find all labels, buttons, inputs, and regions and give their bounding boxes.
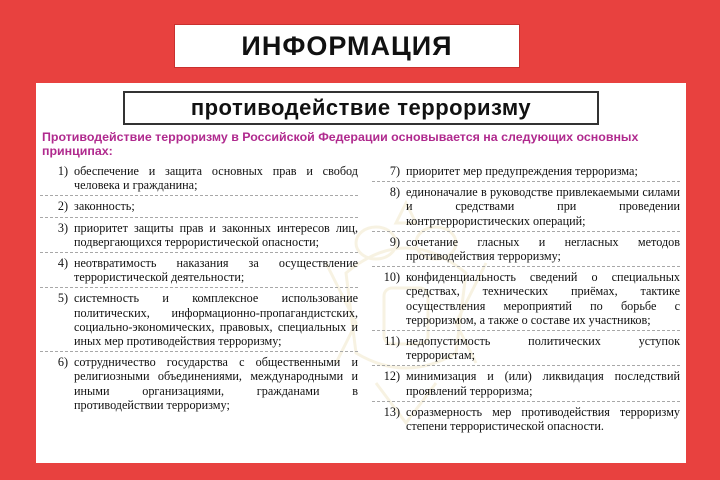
principle-number: 12) [383, 369, 400, 384]
principle-item [40, 290, 358, 352]
principle-item [40, 163, 358, 196]
intro-text: Противодействие терроризму в Российской Федерации основывается на следующих основных принципах: [42, 130, 639, 158]
principle-number: 2) [57, 199, 68, 214]
principle-item [40, 354, 358, 415]
principle-item [40, 255, 358, 288]
principle-text: соразмерность мер противодействия терроризму степени террористической опасности. [406, 404, 680, 434]
principle-text: сотрудничество государства с общественными и религиозными объединениями, международными и иными организациями, гражданами в противодействии терроризму; [74, 355, 358, 412]
principle-number: 8) [389, 185, 400, 200]
principle-text: недопустимость политических уступок террористам; [406, 334, 680, 363]
principle-item [372, 234, 680, 267]
header-banner [174, 24, 520, 68]
principle-text: минимизация и (или) ликвидация последствий проявлений терроризма; [406, 369, 680, 398]
principle-number: 5) [57, 291, 68, 306]
principle-item [372, 184, 680, 232]
principle-text: единоначалие в руководстве привлекаемыми силами и средствами при проведении контртеррористических операций; [406, 185, 680, 228]
principle-item [372, 163, 680, 182]
principle-item [372, 333, 680, 366]
principle-number: 6) [57, 355, 68, 370]
principles-right-column [372, 163, 680, 438]
info-panel [36, 83, 686, 463]
principle-item [40, 198, 358, 217]
principle-text: приоритет защиты прав и законных интересов лиц, подвергающихся террористической опасности; [74, 220, 358, 249]
principle-number: 7) [389, 164, 400, 178]
principle-text: системность и комплексное использование политических, информационно-пропагандистских, социально-экономических, правовых, специальных и иных мер противодействия терроризму; [74, 291, 358, 349]
principle-number: 3) [57, 220, 68, 235]
principle-number: 9) [389, 234, 400, 249]
principle-text: обеспечение и защита основных прав и свобод человека и гражданина; [74, 164, 358, 193]
principle-text: конфиденциальность сведений о специальных средствах, технических приёмах, тактике осуществления мероприятий по борьбе с терроризмом, а также о составе их участников; [406, 270, 680, 327]
principle-number: 1) [57, 164, 68, 178]
principle-item [40, 220, 358, 253]
principle-item [372, 404, 680, 436]
subtitle-frame [123, 91, 599, 125]
principle-item [372, 269, 680, 331]
principle-number: 11) [384, 334, 400, 349]
principle-number: 13) [383, 404, 400, 419]
principle-text: неотвратимость наказания за осуществление террористической деятельности; [74, 256, 358, 285]
principle-text: законность; [74, 199, 135, 214]
principle-text: сочетание гласных и негласных методов противодействия терроризму; [406, 234, 680, 264]
principle-item [372, 368, 680, 401]
principle-number: 10) [383, 270, 400, 285]
principle-text: приоритет мер предупреждения терроризма; [406, 164, 638, 178]
page-title: ИНФОРМАЦИЯ [241, 30, 453, 61]
principle-number: 4) [57, 256, 68, 271]
subtitle: противодействие терроризму [190, 95, 532, 120]
principles-left-column [40, 163, 358, 417]
